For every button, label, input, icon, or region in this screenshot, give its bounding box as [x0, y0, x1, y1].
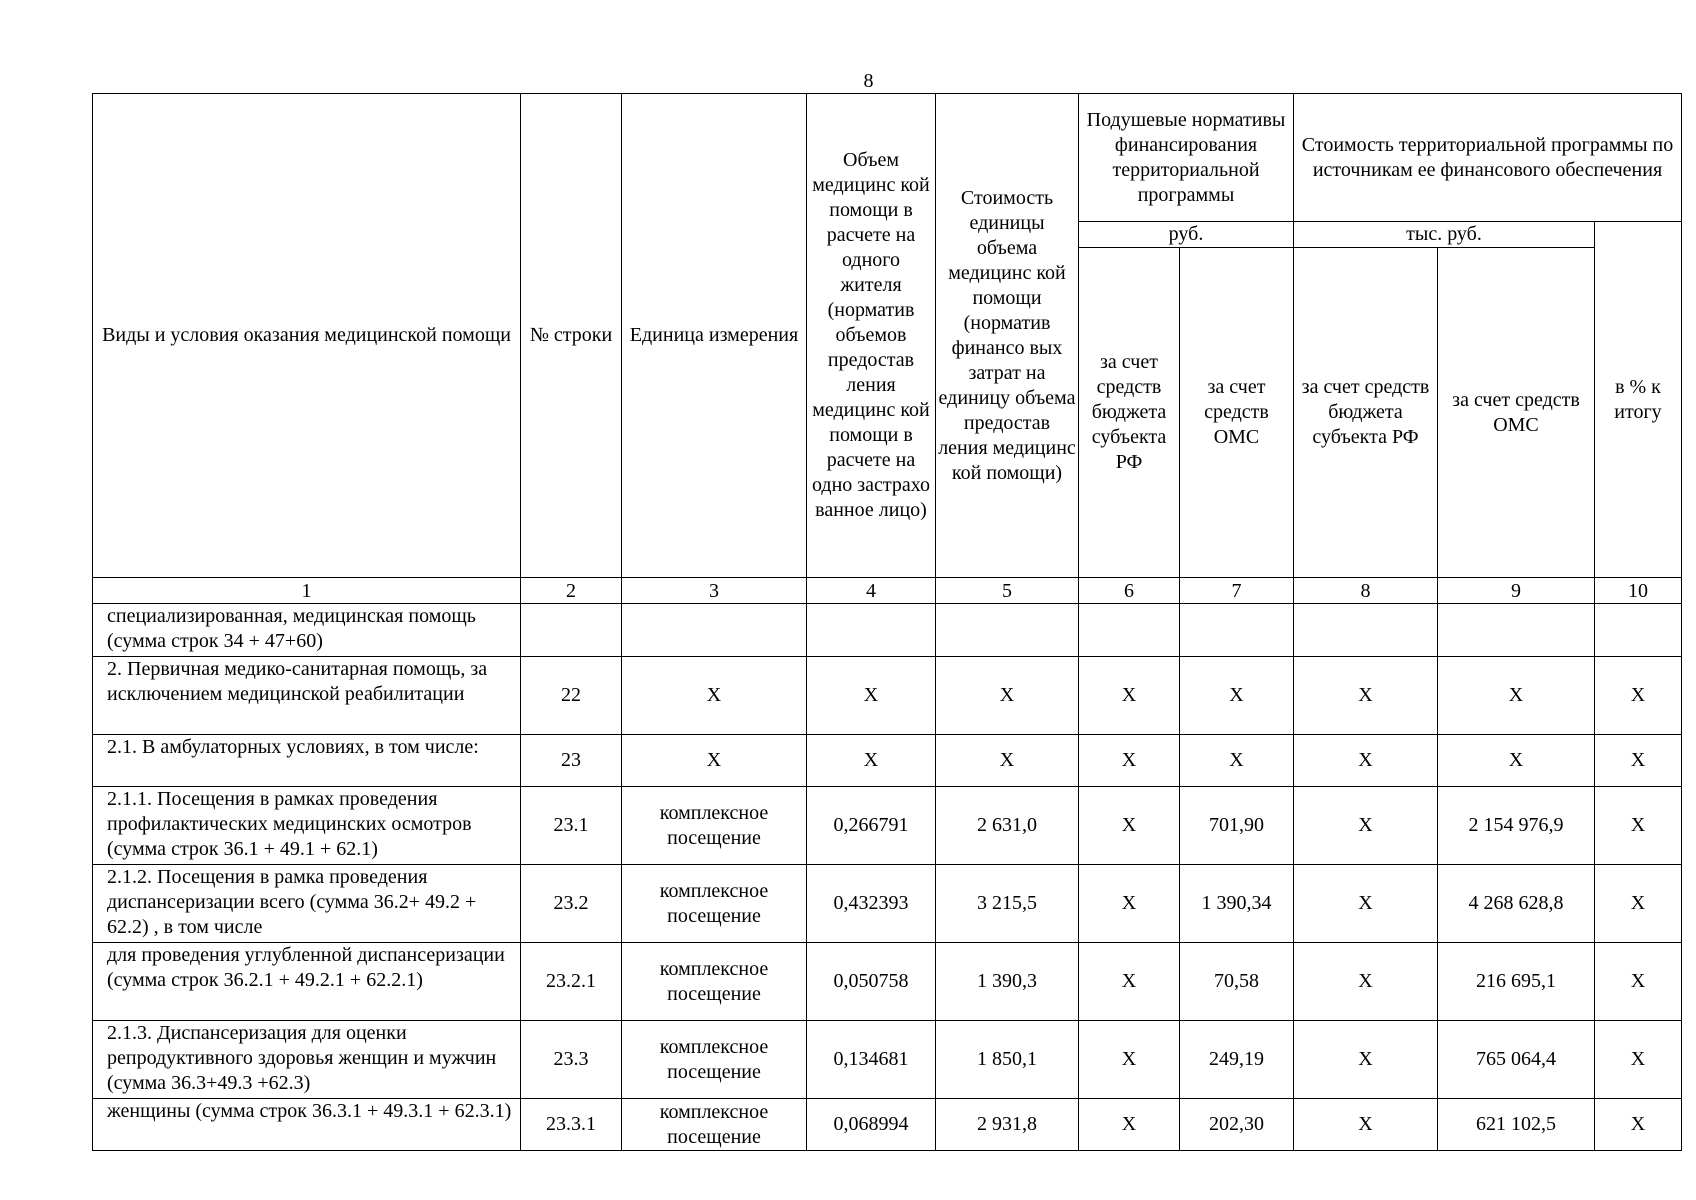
row-unit: комплексное посещение — [622, 1021, 807, 1099]
row-oms-per-capita: 70,58 — [1180, 943, 1294, 1021]
row-number — [521, 604, 622, 657]
row-oms-per-capita: 202,30 — [1180, 1099, 1294, 1151]
row-number: 23.1 — [521, 787, 622, 865]
table-row — [93, 865, 1682, 943]
row-unit: комплексное посещение — [622, 943, 807, 1021]
row-volume: 0,134681 — [807, 1021, 936, 1099]
row-percent: X — [1595, 787, 1682, 865]
row-budget-total: X — [1294, 1021, 1438, 1099]
table-row — [93, 735, 1682, 787]
row-budget-per-capita: X — [1079, 865, 1180, 943]
header-per-capita-group: Подушевые нормативы финансирования территориальной программы — [1079, 94, 1294, 222]
column-number: 3 — [622, 578, 807, 604]
row-percent: X — [1595, 943, 1682, 1021]
row-description: 2.1.3. Диспансеризация для оценки репродуктивного здоровья женщин и мужчин (сумма 36.3+49.3 +62.3) — [93, 1021, 521, 1099]
row-cost: 1 850,1 — [936, 1021, 1079, 1099]
row-cost: 3 215,5 — [936, 865, 1079, 943]
row-cost: 2 631,0 — [936, 787, 1079, 865]
row-description: специализированная, медицинская помощь (сумма строк 34 + 47+60) — [93, 604, 521, 657]
row-description: 2.1.1. Посещения в рамках проведения профилактических медицинских осмотров (сумма строк 36.1 + 49.1 + 62.1) — [93, 787, 521, 865]
row-oms-per-capita — [1180, 604, 1294, 657]
row-description: для проведения углубленной диспансеризации (сумма строк 36.2.1 + 49.2.1 + 62.2.1) — [93, 943, 521, 1021]
column-number: 10 — [1595, 578, 1682, 604]
row-unit — [622, 604, 807, 657]
header-percent: в % к итогу — [1595, 222, 1682, 578]
row-budget-total: X — [1294, 1099, 1438, 1151]
row-percent: X — [1595, 1021, 1682, 1099]
header-volume: Объем медицинс кой помощи в расчете на одного жителя (норматив объемов предостав ления медицинс кой помощи в расчете на одно застрахо ванное лицо) — [807, 94, 936, 578]
row-volume — [807, 604, 936, 657]
column-number: 7 — [1180, 578, 1294, 604]
column-number: 4 — [807, 578, 936, 604]
row-oms-per-capita: 701,90 — [1180, 787, 1294, 865]
row-oms-total: 4 268 628,8 — [1438, 865, 1595, 943]
row-volume: 0,266791 — [807, 787, 936, 865]
row-oms-per-capita: X — [1180, 657, 1294, 735]
row-oms-total: X — [1438, 735, 1595, 787]
header-unit: Единица измерения — [622, 94, 807, 578]
row-unit: комплексное посещение — [622, 865, 807, 943]
column-number: 2 — [521, 578, 622, 604]
row-budget-total: X — [1294, 943, 1438, 1021]
row-number: 23.2 — [521, 865, 622, 943]
row-oms-total: X — [1438, 657, 1595, 735]
header-oms-total: за счет средств ОМС — [1438, 248, 1595, 578]
row-budget-total: X — [1294, 787, 1438, 865]
column-number: 6 — [1079, 578, 1180, 604]
row-description: 2. Первичная медико-санитарная помощь, за исключением медицинской реабилитации — [93, 657, 521, 735]
row-budget-per-capita: X — [1079, 735, 1180, 787]
column-number: 9 — [1438, 578, 1595, 604]
row-unit: X — [622, 657, 807, 735]
row-unit: комплексное посещение — [622, 787, 807, 865]
row-oms-per-capita: X — [1180, 735, 1294, 787]
column-number: 5 — [936, 578, 1079, 604]
row-oms-per-capita: 1 390,34 — [1180, 865, 1294, 943]
header-types: Виды и условия оказания медицинской помощи — [93, 94, 521, 578]
table-row — [93, 787, 1682, 865]
header-row-number: № строки — [521, 94, 622, 578]
row-volume: 0,050758 — [807, 943, 936, 1021]
row-volume: X — [807, 735, 936, 787]
row-volume: X — [807, 657, 936, 735]
row-percent: X — [1595, 865, 1682, 943]
row-oms-per-capita: 249,19 — [1180, 1021, 1294, 1099]
header-row-1 — [93, 94, 1682, 222]
row-budget-per-capita: X — [1079, 1021, 1180, 1099]
row-oms-total: 765 064,4 — [1438, 1021, 1595, 1099]
row-budget-per-capita: X — [1079, 657, 1180, 735]
table-row — [93, 1099, 1682, 1151]
header-program-cost-group: Стоимость территориальной программы по источникам ее финансового обеспечения — [1294, 94, 1682, 222]
row-number: 23.3.1 — [521, 1099, 622, 1151]
row-percent: X — [1595, 735, 1682, 787]
table-row — [93, 604, 1682, 657]
header-oms: за счет средств ОМС — [1180, 248, 1294, 578]
row-cost — [936, 604, 1079, 657]
column-number-row — [93, 578, 1682, 604]
row-oms-total: 216 695,1 — [1438, 943, 1595, 1021]
row-number: 23 — [521, 735, 622, 787]
row-budget-total: X — [1294, 735, 1438, 787]
row-number: 22 — [521, 657, 622, 735]
header-budget-rf-total: за счет средств бюджета субъекта РФ — [1294, 248, 1438, 578]
row-cost: 1 390,3 — [936, 943, 1079, 1021]
table-row — [93, 1021, 1682, 1099]
row-percent: X — [1595, 1099, 1682, 1151]
table-row — [93, 657, 1682, 735]
row-oms-total: 2 154 976,9 — [1438, 787, 1595, 865]
row-description: женщины (сумма строк 36.3.1 + 49.3.1 + 62.3.1) — [93, 1099, 521, 1151]
column-number: 1 — [93, 578, 521, 604]
row-description: 2.1.2. Посещения в рамка проведения диспансеризации всего (сумма 36.2+ 49.2 + 62.2) , в том числе — [93, 865, 521, 943]
row-budget-per-capita: X — [1079, 943, 1180, 1021]
header-cost: Стоимость единицы объема медицинс кой помощи (норматив финансо вых затрат на единицу объема предостав ления медицинс кой помощи) — [936, 94, 1079, 578]
row-number: 23.3 — [521, 1021, 622, 1099]
row-oms-total — [1438, 604, 1595, 657]
row-budget-total: X — [1294, 657, 1438, 735]
row-volume: 0,068994 — [807, 1099, 936, 1151]
column-number: 8 — [1294, 578, 1438, 604]
row-budget-per-capita — [1079, 604, 1180, 657]
row-oms-total: 621 102,5 — [1438, 1099, 1595, 1151]
row-percent — [1595, 604, 1682, 657]
row-cost: X — [936, 657, 1079, 735]
table-row — [93, 943, 1682, 1021]
row-cost: 2 931,8 — [936, 1099, 1079, 1151]
row-unit: комплексное посещение — [622, 1099, 807, 1151]
row-volume: 0,432393 — [807, 865, 936, 943]
header-unit-thousand-rub: тыс. руб. — [1294, 222, 1595, 248]
row-unit: X — [622, 735, 807, 787]
row-description: 2.1. В амбулаторных условиях, в том числе: — [93, 735, 521, 787]
row-number: 23.2.1 — [521, 943, 622, 1021]
row-cost: X — [936, 735, 1079, 787]
financing-table — [92, 93, 1682, 1151]
header-budget-rf: за счет средств бюджета субъекта РФ — [1079, 248, 1180, 578]
row-budget-per-capita: X — [1079, 1099, 1180, 1151]
header-unit-rub: руб. — [1079, 222, 1294, 248]
row-percent: X — [1595, 657, 1682, 735]
row-budget-total — [1294, 604, 1438, 657]
row-budget-per-capita: X — [1079, 787, 1180, 865]
page-number: 8 — [863, 70, 874, 92]
row-budget-total: X — [1294, 865, 1438, 943]
